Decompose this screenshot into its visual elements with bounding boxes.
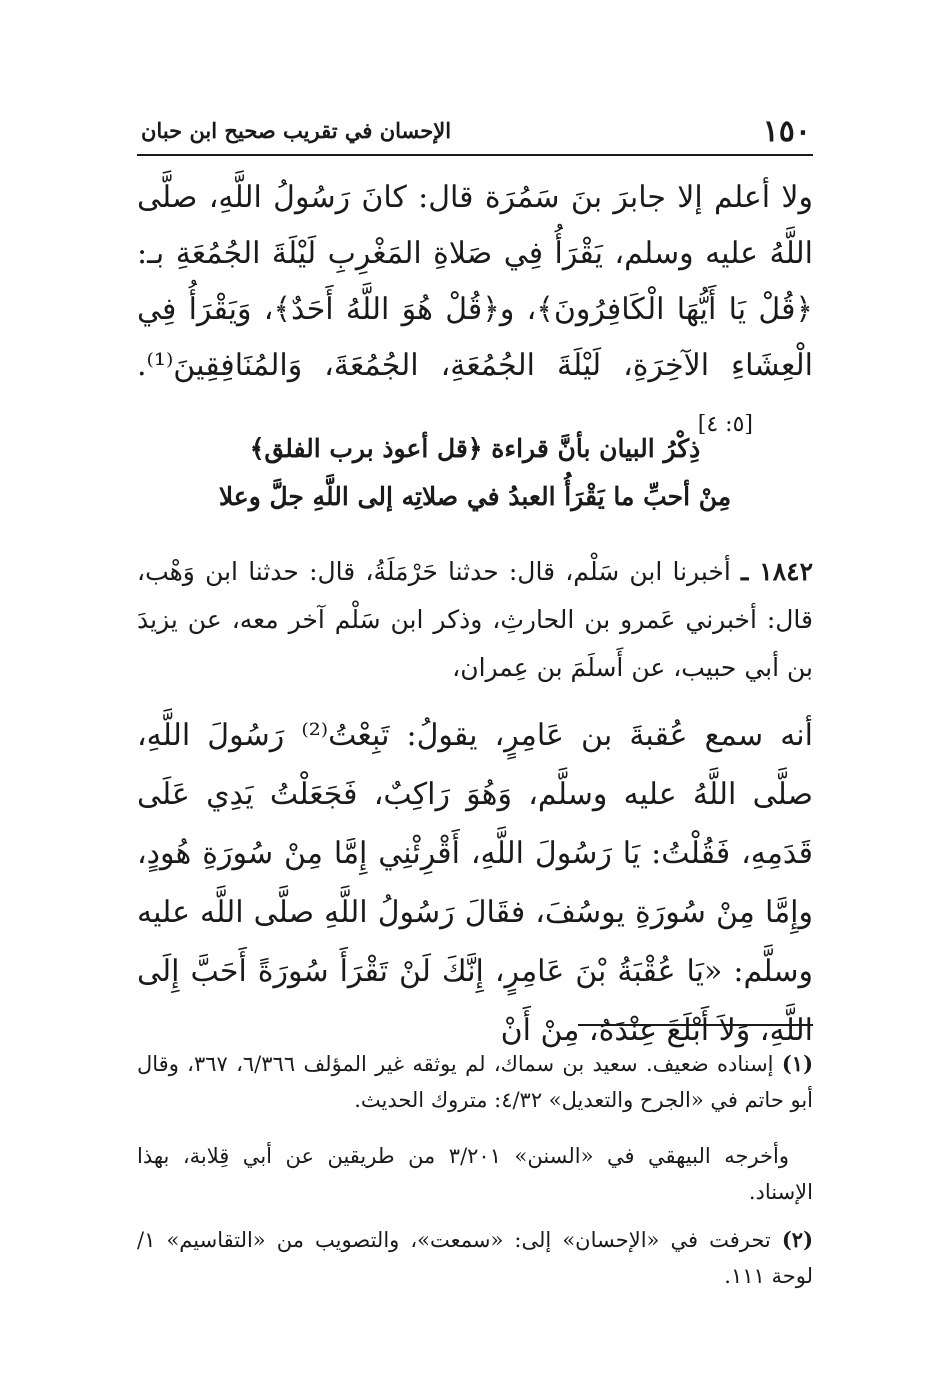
section-heading-line-1: ذِكْرُ البيان بأنَّ قراءة ﴿قل أعوذ برب الفلق﴾ <box>249 434 701 463</box>
footnote-2-number: (٢) <box>781 1227 813 1252</box>
footnote-1-continuation-text: وأخرجه البيهقي في «السنن» ٣/٢٠١ من طريقين عن أبي قِلابة، بهذا الإسناد. <box>137 1144 813 1204</box>
hadith-chain-text: أخبرنا ابن سَلْم، قال: حدثنا حَرْمَلَةُ، قال: حدثنا ابن وَهْب، قال: أخبرني عَمرو بن الحارثِ، وذكر ابن سَلْم آخر معه، عن يزيدَ بن أبي حبيب، عن أَسلَمَ بن عِمران، <box>137 557 813 682</box>
footnote-separator <box>578 1024 813 1026</box>
running-title: الإحسان في تقريب صحيح ابن حبان <box>141 118 452 143</box>
paragraph-1 <box>137 170 813 453</box>
page-number: ١٥٠ <box>762 114 811 149</box>
footnote-2 <box>137 1222 813 1294</box>
footnote-2-text: تحرفت في «الإحسان» إلى: «سمعت»، والتصويب من «التقاسيم» ١/لوحة ١١١. <box>137 1228 813 1288</box>
hadith-chain <box>137 548 813 692</box>
footnote-1-text: إسناده ضعيف. سعيد بن سماك، لم يوثقه غير المؤلف ٦/٣٦٦، ٣٦٧، وقال أبو حاتم في «الجرح والتعديل» ٤/٣٢: متروك الحديث. <box>137 1052 813 1112</box>
hadith-text: أنه سمع عُقبةَ بن عَامِرٍ، يقولُ: تَبِعْتُ⁽²⁾ رَسُولَ اللَّهِ، صلَّى اللَّهُ عليه وسلَّم، وَهُوَ رَاكِبٌ، فَجَعَلْتُ يَدِي عَلَى قَدَمِهِ، فَقُلْتُ: يَا رَسُولَ اللَّهِ، أَقْرِئْنِي إِمَّا مِنْ سُورَةِ هُودٍ، وإِمَّا مِنْ سُورَةِ يوسُفَ، فقَالَ رَسُولُ اللَّهِ صلَّى اللَّه عليه وسلَّم: «يَا عُقْبَةُ بْنَ عَامِرٍ، إِنَّكَ لَنْ تَقْرَأَ سُورَةً أَحَبَّ إِلَى اللَّهِ، وَلاَ أَبْلَغَ عِنْدَهُ، مِنْ أَنْ <box>137 718 813 1048</box>
footnote-1 <box>137 1046 813 1118</box>
footnote-1-continuation <box>137 1138 813 1210</box>
section-heading-line-2: مِنْ أحبِّ ما يَقْرَأُ العبدُ في صلاتِه إلى اللَّهِ جلَّ وعلا <box>218 482 732 511</box>
paragraph-1-text: ولا أعلم إلا جابرَ بنَ سَمُرَة قال: كانَ رَسُولُ اللَّهِ، صلَّى اللَّهُ عليه وسلم، يَقْرَأُ فِي صَلاةِ المَغْرِبِ لَيْلَةَ الجُمُعَةِ بـ: ﴿قُلْ يَا أَيُّهَا الْكَافِرُونَ﴾، و﴿قُلْ هُوَ اللَّهُ أَحَدٌ﴾، وَيَقْرَأُ فِي الْعِشَاءِ الآخِرَةِ، لَيْلَةَ الجُمُعَةِ، الجُمُعَةَ، وَالمُنَافِقِينَ⁽¹⁾. <box>137 180 813 383</box>
page-header <box>137 110 813 156</box>
section-heading <box>137 425 813 521</box>
hadith-number: ١٨٤٢ ـ <box>741 557 813 586</box>
reference-code: [٥: ٤] <box>697 412 753 437</box>
footnote-1-number: (١) <box>781 1051 813 1076</box>
